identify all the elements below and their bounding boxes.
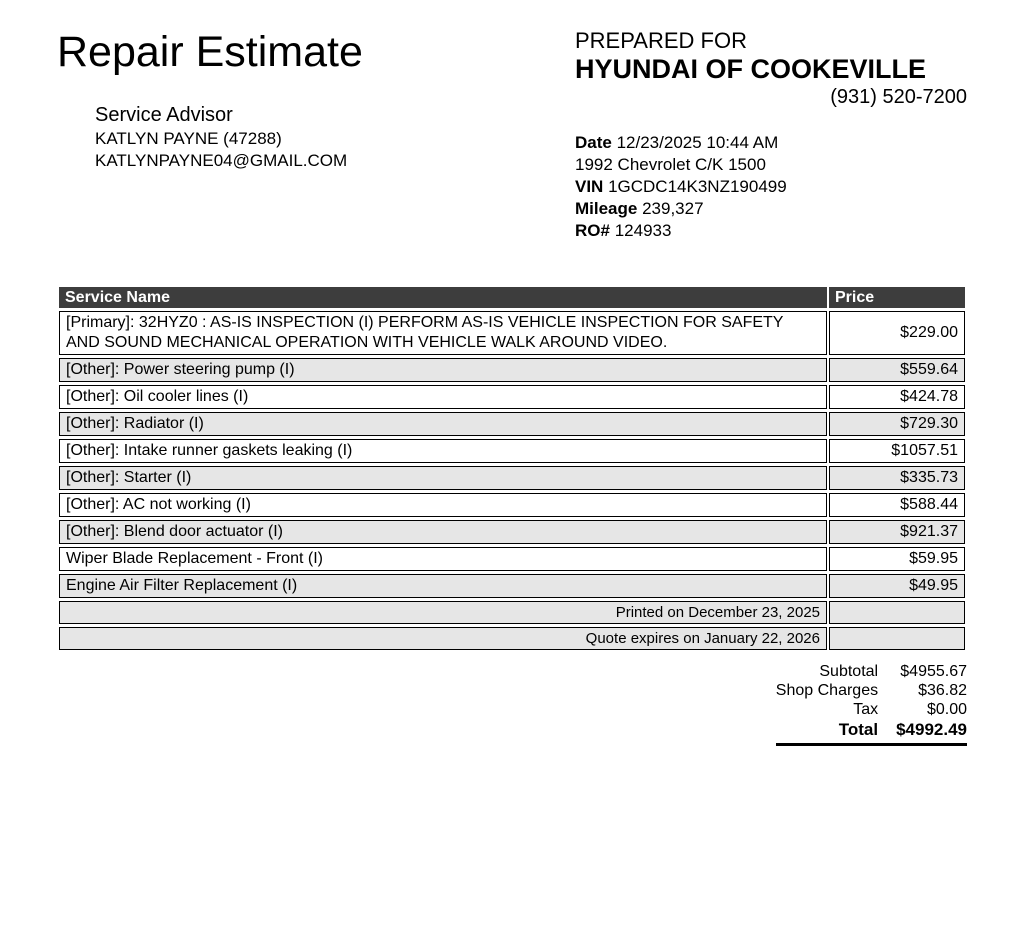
totals-value: $36.82 bbox=[918, 682, 967, 699]
table-row bbox=[59, 520, 965, 544]
totals-label: Total bbox=[776, 720, 896, 745]
price-cell: $335.73 bbox=[829, 466, 965, 490]
document-header bbox=[57, 28, 967, 242]
service-name-cell: [Other]: Radiator (I) bbox=[59, 412, 827, 436]
table-row bbox=[59, 574, 965, 598]
totals-row bbox=[776, 701, 967, 720]
totals-table bbox=[776, 663, 967, 746]
totals-section bbox=[0, 663, 967, 746]
service-advisor-email: KATLYNPAYNE04@GMAIL.COM bbox=[95, 151, 348, 170]
ro-label: RO# bbox=[575, 221, 610, 240]
price-cell: $424.78 bbox=[829, 385, 965, 409]
service-advisor-heading: Service Advisor bbox=[95, 104, 233, 126]
vehicle-info-block bbox=[575, 132, 967, 242]
price-cell: $921.37 bbox=[829, 520, 965, 544]
totals-label: Tax bbox=[853, 701, 879, 718]
vin-value: 1GCDC14K3NZ190499 bbox=[608, 177, 787, 196]
repair-estimate-document bbox=[0, 28, 1024, 947]
services-table-body bbox=[59, 311, 965, 650]
vehicle-vin-line bbox=[575, 176, 967, 198]
totals-value: $4992.49 bbox=[896, 720, 967, 745]
service-name-cell: [Other]: Power steering pump (I) bbox=[59, 358, 827, 382]
service-name-cell: Engine Air Filter Replacement (I) bbox=[59, 574, 827, 598]
vehicle-ro-line bbox=[575, 220, 967, 242]
ro-value: 124933 bbox=[614, 221, 672, 240]
footer-note-cell: Printed on December 23, 2025 bbox=[59, 601, 827, 624]
service-name-column-header: Service Name bbox=[59, 287, 827, 308]
table-row bbox=[59, 493, 965, 517]
price-cell: $1057.51 bbox=[829, 439, 965, 463]
totals-value: $0.00 bbox=[926, 701, 967, 718]
footer-empty-price-cell bbox=[829, 601, 965, 624]
totals-table-body bbox=[776, 663, 967, 745]
service-name-cell: Wiper Blade Replacement - Front (I) bbox=[59, 547, 827, 571]
service-name-cell: [Primary]: 32HYZ0 : AS-IS INSPECTION (I) PERFORM AS-IS VEHICLE INSPECTION FOR SAFETY AND SOUND MECHANICAL OPERATION WITH VEHICLE WALK AROUND VIDEO. bbox=[59, 311, 827, 355]
totals-label: Shop Charges bbox=[775, 682, 879, 699]
totals-label: Subtotal bbox=[819, 663, 879, 680]
vehicle-date-line bbox=[575, 132, 967, 154]
totals-row bbox=[776, 663, 967, 682]
table-row bbox=[59, 466, 965, 490]
table-row bbox=[59, 547, 965, 571]
totals-value: $4955.67 bbox=[900, 663, 967, 680]
service-name-cell: [Other]: Blend door actuator (I) bbox=[59, 520, 827, 544]
prepared-for-label: PREPARED FOR bbox=[575, 28, 747, 53]
footer-note-cell: Quote expires on January 22, 2026 bbox=[59, 627, 827, 650]
price-cell: $588.44 bbox=[829, 493, 965, 517]
table-row bbox=[59, 412, 965, 436]
mileage-label: Mileage bbox=[575, 199, 638, 218]
services-table bbox=[57, 284, 967, 653]
table-row bbox=[59, 439, 965, 463]
table-row bbox=[59, 385, 965, 409]
price-cell: $559.64 bbox=[829, 358, 965, 382]
total-row bbox=[776, 720, 967, 745]
service-name-cell: [Other]: Oil cooler lines (I) bbox=[59, 385, 827, 409]
service-name-cell: [Other]: AC not working (I) bbox=[59, 493, 827, 517]
table-footer-row bbox=[59, 627, 965, 650]
header-left bbox=[57, 28, 363, 242]
service-name-cell: [Other]: Intake runner gaskets leaking (I) bbox=[59, 439, 827, 463]
page-title: Repair Estimate bbox=[57, 28, 363, 76]
date-value: 12/23/2025 10:44 AM bbox=[616, 133, 779, 152]
dealer-name: HYUNDAI OF COOKEVILLE bbox=[575, 54, 927, 84]
footer-empty-price-cell bbox=[829, 627, 965, 650]
table-footer-row bbox=[59, 601, 965, 624]
service-advisor-name: KATLYN PAYNE (47288) bbox=[95, 129, 282, 148]
price-cell: $729.30 bbox=[829, 412, 965, 436]
table-row bbox=[59, 311, 965, 355]
price-cell: $49.95 bbox=[829, 574, 965, 598]
price-column-header: Price bbox=[829, 287, 965, 308]
date-label: Date bbox=[575, 133, 612, 152]
services-table-header bbox=[59, 287, 965, 308]
service-advisor-block bbox=[95, 103, 363, 172]
totals-row bbox=[776, 682, 967, 701]
service-name-cell: [Other]: Starter (I) bbox=[59, 466, 827, 490]
price-cell: $59.95 bbox=[829, 547, 965, 571]
vehicle-description: 1992 Chevrolet C/K 1500 bbox=[575, 155, 766, 174]
vehicle-mileage-line bbox=[575, 198, 967, 220]
vin-label: VIN bbox=[575, 177, 604, 196]
header-right bbox=[575, 28, 967, 242]
mileage-value: 239,327 bbox=[642, 199, 704, 218]
header-row bbox=[59, 287, 965, 308]
table-row bbox=[59, 358, 965, 382]
price-cell: $229.00 bbox=[829, 311, 965, 355]
dealer-phone: (931) 520-7200 bbox=[830, 86, 967, 108]
